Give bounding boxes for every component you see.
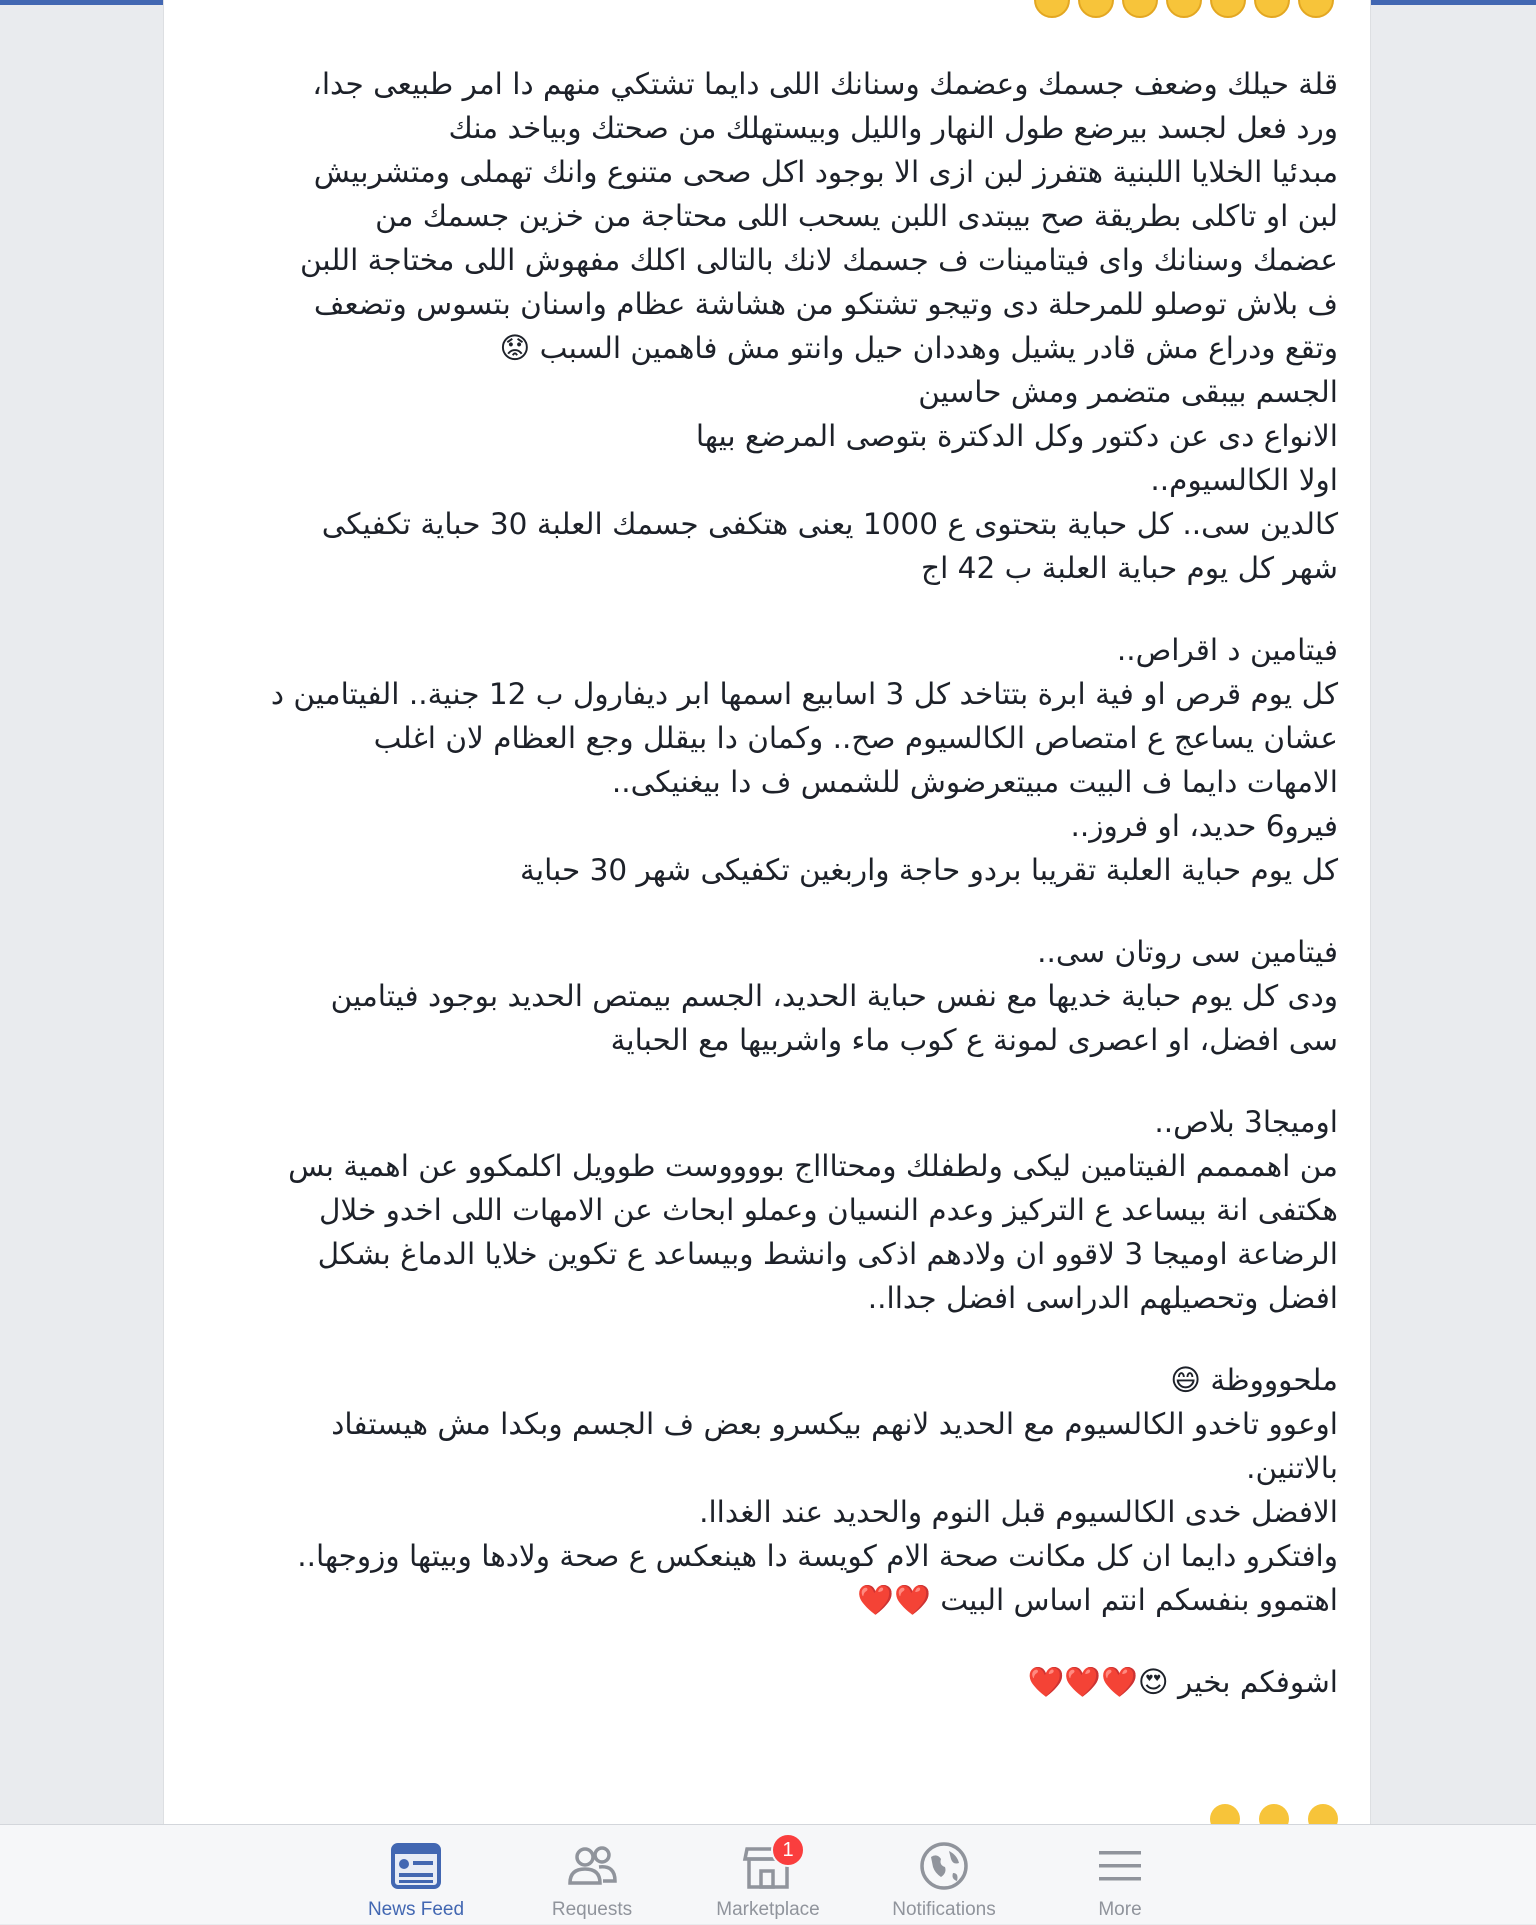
post-line: ورد فعل لجسد بيرضع طول النهار والليل وبيستهلك من صحتك وبياخد منك xyxy=(448,111,1338,145)
post-line: فيتامين سى روتان سى.. xyxy=(1037,935,1338,969)
post-line: ملحوووظة 😄 xyxy=(1170,1363,1338,1397)
post-line: كل يوم قرص او فية ابرة بتتاخد كل 3 اسابيع اسمها ابر ديفارول ب 12 جنية.. الفيتامين د xyxy=(270,677,1338,711)
tab-requests[interactable] xyxy=(504,1825,680,1925)
post-line: ف بلاش توصلو للمرحلة دى وتيجو تشتكو من هشاشة عظام واسنان بتسوس وتضعف xyxy=(313,287,1338,321)
post-line: وافتكرو دايما ان كل مكانت صحة الام كويسة دا هينعكس ع صحة ولادها وبيتها وزوجها.. xyxy=(297,1539,1338,1573)
post-line: الانواع دى عن دكتور وكل الدكترة بتوصى المرضع بيها xyxy=(695,419,1338,453)
post-line: وتقع ودراع مش قادر يشيل وهددان حيل وانتو مش فاهمين السبب 😟 xyxy=(499,331,1338,365)
post-line: الامهات دايما ف البيت مبيتعرضوش للشمس ف دا بيغنيكى.. xyxy=(611,765,1338,799)
post-line: بالاتنين. xyxy=(1246,1451,1338,1485)
more-icon xyxy=(1093,1839,1147,1893)
post-line: الرضاعة اوميجا 3 لاقوو ان ولادهم اذكى وانشط وبيساعد ع تكوين خلايا الدماغ بشكل xyxy=(317,1237,1338,1271)
post-line: مبدئيا الخلايا اللبنية هتفرز لبن ازى الا بوجود اكل صحى متنوع وانك تهملى ومتشربيش xyxy=(313,155,1338,189)
post-line: اولا الكالسيوم.. xyxy=(1150,463,1338,497)
tab-label: Requests xyxy=(551,1899,633,1920)
emoji-icon xyxy=(1308,1804,1338,1824)
emoji-icon xyxy=(1034,0,1070,18)
paragraph-gap xyxy=(198,1622,1338,1660)
post-line: اوعوو تاخدو الكالسيوم مع الحديد لانهم بيكسرو بعض ف الجسم وبكدا مش هيستفاد xyxy=(331,1407,1338,1441)
post-line: هكتفى انة بيساعد ع التركيز وعدم النسيان وعملو ابحاث عن الامهات اللى اخدو خلال xyxy=(319,1193,1338,1227)
post-card xyxy=(163,0,1371,1824)
post-line: الافضل خدى الكالسيوم قبل النوم والحديد عند الغداا. xyxy=(699,1495,1338,1529)
requests-icon xyxy=(565,1839,619,1893)
bottom-tab-bar xyxy=(0,1824,1536,1924)
post-line: الجسم بيبقى متضمر ومش حاسين xyxy=(918,375,1338,409)
marketplace-icon xyxy=(741,1839,795,1893)
post-line: اوميجا3 بلاص.. xyxy=(1154,1105,1338,1139)
post-line: سى افضل، او اعصرى لمونة ع كوب ماء واشربيها مع الحباية xyxy=(610,1023,1338,1057)
tab-label: Marketplace xyxy=(716,1899,820,1920)
post-line: من اهمممم الفيتامين ليكى ولطفلك ومحتاااج بووووست طوويل اكلمكوو عن اهمية بس xyxy=(288,1149,1338,1183)
news-feed-icon xyxy=(389,1839,443,1893)
emoji-icon xyxy=(1259,1804,1289,1824)
post-line: كالدين سى.. كل حباية بتحتوى ع 1000 يعنى هتكفى جسمك العلبة 30 حباية تكفيكى xyxy=(321,507,1338,541)
post-line: قلة حيلك وضعف جسمك وعضمك وسنانك اللى دايما تشتكي منهم دا امر طبيعى جدا، xyxy=(312,67,1338,101)
emoji-icon xyxy=(1210,0,1246,18)
emoji-icon xyxy=(1298,0,1334,18)
emoji-icon xyxy=(1122,0,1158,18)
paragraph-gap xyxy=(198,590,1338,628)
post-line: عشان يساعج ع امتصاص الكالسيوم صح.. وكمان دا بيقلل وجع العظام لان اغلب xyxy=(373,721,1338,755)
tab-notifications[interactable] xyxy=(856,1825,1032,1925)
reaction-emoji-row[interactable] xyxy=(1034,0,1334,18)
emoji-icon xyxy=(1210,1804,1240,1824)
post-line: اشوفكم بخير 😍❤️❤️❤️ xyxy=(1027,1665,1338,1699)
paragraph-gap xyxy=(198,1320,1338,1358)
tab-more[interactable] xyxy=(1032,1825,1208,1925)
tab-news-feed[interactable] xyxy=(328,1825,504,1925)
post-line: فيرو6 حديد، او فروز.. xyxy=(1070,809,1338,843)
tab-label: News Feed xyxy=(367,1899,465,1920)
paragraph-gap xyxy=(198,892,1338,930)
post-line: عضمك وسنانك واى فيتامينات ف جسمك لانك بالتالى اكلك مفهوش اللى مختاجة اللبن xyxy=(299,243,1338,277)
tab-label: More xyxy=(1098,1899,1142,1920)
post-line: كل يوم حباية العلبة تقريبا بردو حاجة واربغين تكفيكى شهر 30 حباية xyxy=(520,853,1338,887)
post-line: فيتامين د اقراص.. xyxy=(1116,633,1338,667)
notifications-icon xyxy=(917,1839,971,1893)
post-text xyxy=(198,62,1338,1704)
tab-marketplace[interactable] xyxy=(680,1825,856,1925)
tab-label: Notifications xyxy=(892,1899,996,1920)
emoji-icon xyxy=(1166,0,1202,18)
notification-badge: 1 xyxy=(771,1833,805,1867)
next-line-peek xyxy=(198,1804,1338,1824)
emoji-icon xyxy=(1078,0,1114,18)
paragraph-gap xyxy=(198,1062,1338,1100)
post-line: لبن او تاكلى بطريقة صح بيبتدى اللبن يسحب اللى محتاجة من خزين جسمك من xyxy=(375,199,1338,233)
post-line: شهر كل يوم حباية العلبة ب 42 اج xyxy=(921,551,1338,585)
emoji-icon xyxy=(1254,0,1290,18)
post-line: ودى كل يوم حباية خديها مع نفس حباية الحديد، الجسم بيمتص الحديد بوجود فيتامين xyxy=(330,979,1338,1013)
post-line: اهتموو بنفسكم انتم اساس البيت ❤️❤️ xyxy=(857,1583,1338,1617)
post-line: افضل وتحصيلهم الدراسى افضل جداا.. xyxy=(867,1281,1338,1315)
